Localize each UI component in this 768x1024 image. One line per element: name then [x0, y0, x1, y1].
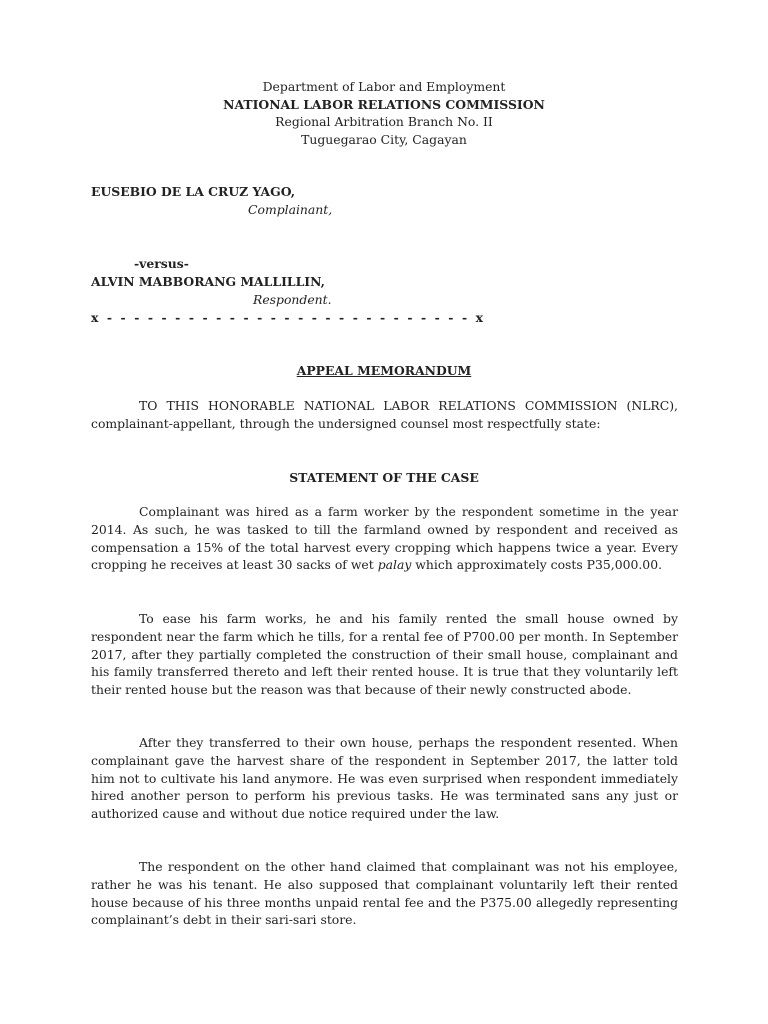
- paragraph-hiring-text-b: which approximately costs P35,000.00.: [411, 557, 663, 573]
- caption-separator: x - - - - - - - - - - - - - - - - - - - - - - - - - - - x: [91, 310, 486, 325]
- complainant-role: Complainant,: [248, 202, 333, 217]
- document-title: APPEAL MEMORANDUM: [296, 363, 472, 378]
- versus-label: -versus-: [134, 256, 189, 271]
- paragraph-termination: After they transferred to their own house, perhaps the respondent resented. When complainant gave the harvest share of the respondent in September 2017, the latter told him not to cultivate his land anymore. He was even surprised when respondent immediately hired another person to perform his previous tasks. He was terminated sans any just or authorized cause and without due notice required under the law.: [91, 735, 678, 821]
- document-header: [0, 78, 768, 148]
- paragraph-house: To ease his farm works, he and his family rented the small house owned by respondent near the farm which he tills, for a rental fee of P700.00 per month. In September 2017, after they partially completed the construction of their small house, complainant and his family transferred thereto and left their rented house. It is true that they voluntarily left their rented house but the reason was that because of their newly constructed abode.: [91, 611, 678, 697]
- branch-name: Regional Arbitration Branch No. II: [275, 114, 493, 129]
- commission-name: NATIONAL LABOR RELATIONS COMMISSION: [223, 96, 545, 112]
- palay-term: palay: [377, 557, 412, 573]
- complainant-name: EUSEBIO DE LA CRUZ YAGO,: [91, 184, 296, 199]
- department-name: Department of Labor and Employment: [262, 79, 506, 94]
- paragraph-respondent-claim: The respondent on the other hand claimed that complainant was not his employee, rather he was his tenant. He also supposed that complainant voluntarily left their rented house because of his three months unpaid rental fee and the P375.00 allegedly representing complainant’s debt in their sari-sari store.: [91, 859, 678, 928]
- paragraph-hiring-text-a: Complainant was hired as a farm worker by the respondent sometime in the year 2014. As such, he was tasked to till the farmland owned by respondent and received as compensation a 15% of the total harvest every cropping which happens twice a year. Every cropping he receives at least 30 sacks of wet: [91, 504, 678, 573]
- paragraph-hiring: [91, 503, 678, 574]
- intro-paragraph: TO THIS HONORABLE NATIONAL LABOR RELATIONS COMMISSION (NLRC), complainant-appellant, through the undersigned counsel most respectfully state:: [91, 398, 678, 431]
- section-title: STATEMENT OF THE CASE: [289, 470, 479, 485]
- city-name: Tuguegarao City, Cagayan: [301, 131, 467, 147]
- respondent-name: ALVIN MABBORANG MALLILLIN,: [91, 274, 325, 289]
- respondent-role: Respondent.: [253, 292, 332, 307]
